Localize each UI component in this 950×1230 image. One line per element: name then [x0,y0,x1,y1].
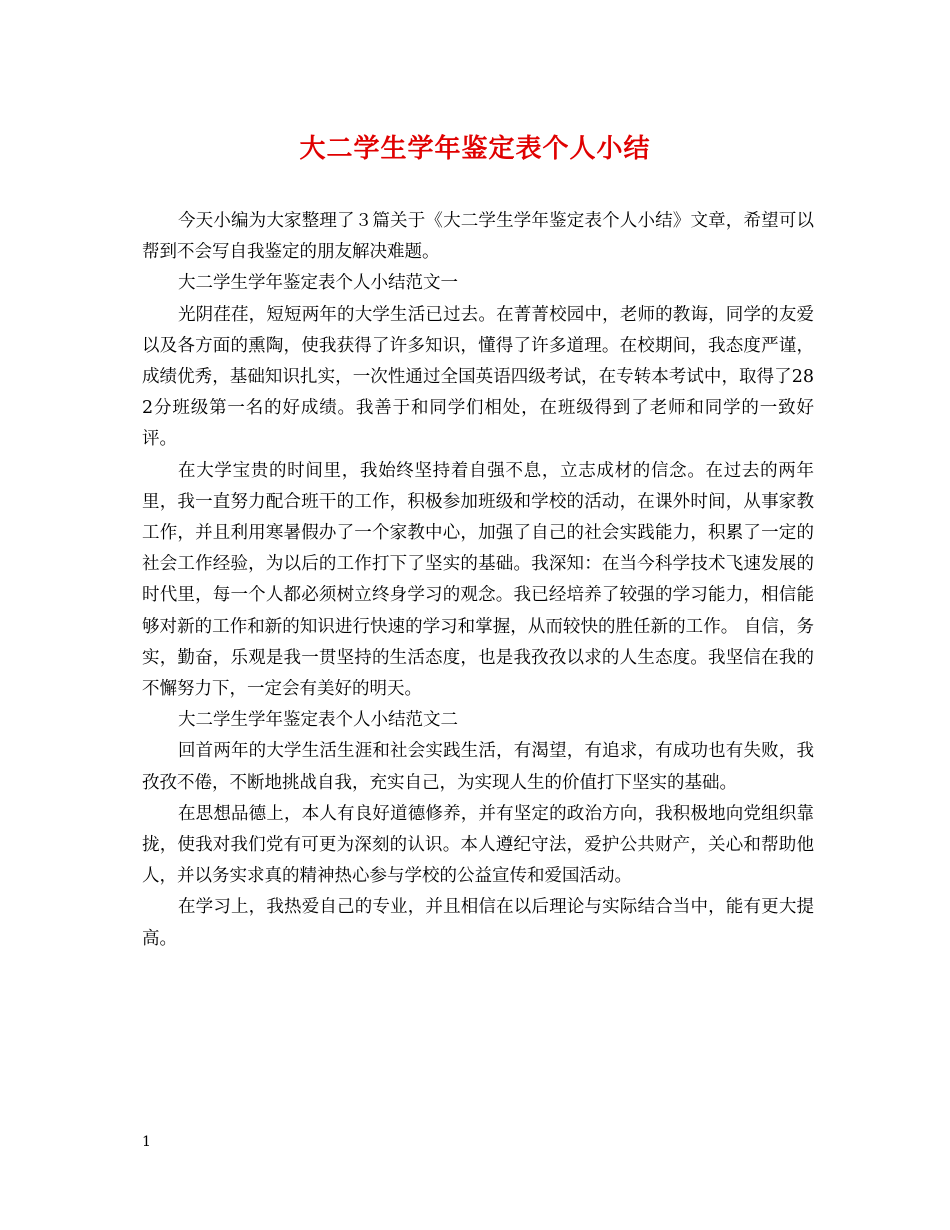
document-title: 大二学生学年鉴定表个人小结 [299,134,651,164]
section-heading-sample-two: 大二学生学年鉴定表个人小结范文二 [178,710,458,731]
body-paragraph: 光阴荏荏，短短两年的大学生活已过去。在菁菁校园中，老师的教诲，同学的友爱以及各方面的熏陶，使我获得了许多知识，懂得了许多道理。在校期间，我态度严谨，成绩优秀，基础知识扎实，一次性通过全国英语四级考试，在专转本考试中，取得了282分班级第一名的好成绩。我善于和同学们相处，在班级得到了老师和同学的一致好评。 [142,304,814,450]
page-number: 1 [142,1134,151,1150]
section-heading-sample-one: 大二学生学年鉴定表个人小结范文一 [178,273,458,294]
body-paragraph: 在大学宝贵的时间里，我始终坚持着自强不息，立志成材的信念。在过去的两年里，我一直努力配合班干的工作，积极参加班级和学校的活动，在课外时间，从事家教工作，并且利用寒暑假办了一个家教中心，加强了自己的社会实践能力，积累了一定的社会工作经验，为以后的工作打下了坚实的基础。我深知：在当今科学技术飞速发展的时代里，每一个人都必须树立终身学习的观念。我已经培养了较强的学习能力，相信能够对新的工作和新的知识进行快速的学习和掌握，从而较快的胜任新的工作。 自信，务实，勤奋，乐观是我一贯坚持的生活态度，也是我孜孜以求的人生态度。我坚信在我的不懈努力下，一定会有美好的明天。 [142,460,814,700]
document-body [142,206,814,955]
body-paragraph: 回首两年的大学生活生涯和社会实践生活，有渴望，有追求，有成功也有失败，我孜孜不倦，不断地挑战自我，充实自己，为实现人生的价值打下坚实的基础。 [142,741,814,793]
intro-paragraph: 今天小编为大家整理了３篇关于《大二学生学年鉴定表个人小结》文章，希望可以帮到不会写自我鉴定的朋友解决难题。 [142,211,814,263]
body-paragraph: 在学习上，我热爱自己的专业，并且相信在以后理论与实际结合当中，能有更大提高。 [142,897,814,949]
body-paragraph: 在思想品德上，本人有良好道德修养，并有坚定的政治方向，我积极地向党组织靠拢，使我对我们党有可更为深刻的认识。本人遵纪守法，爱护公共财产，关心和帮助他人，并以务实求真的精神热心参与学校的公益宣传和爱国活动。 [142,803,814,887]
